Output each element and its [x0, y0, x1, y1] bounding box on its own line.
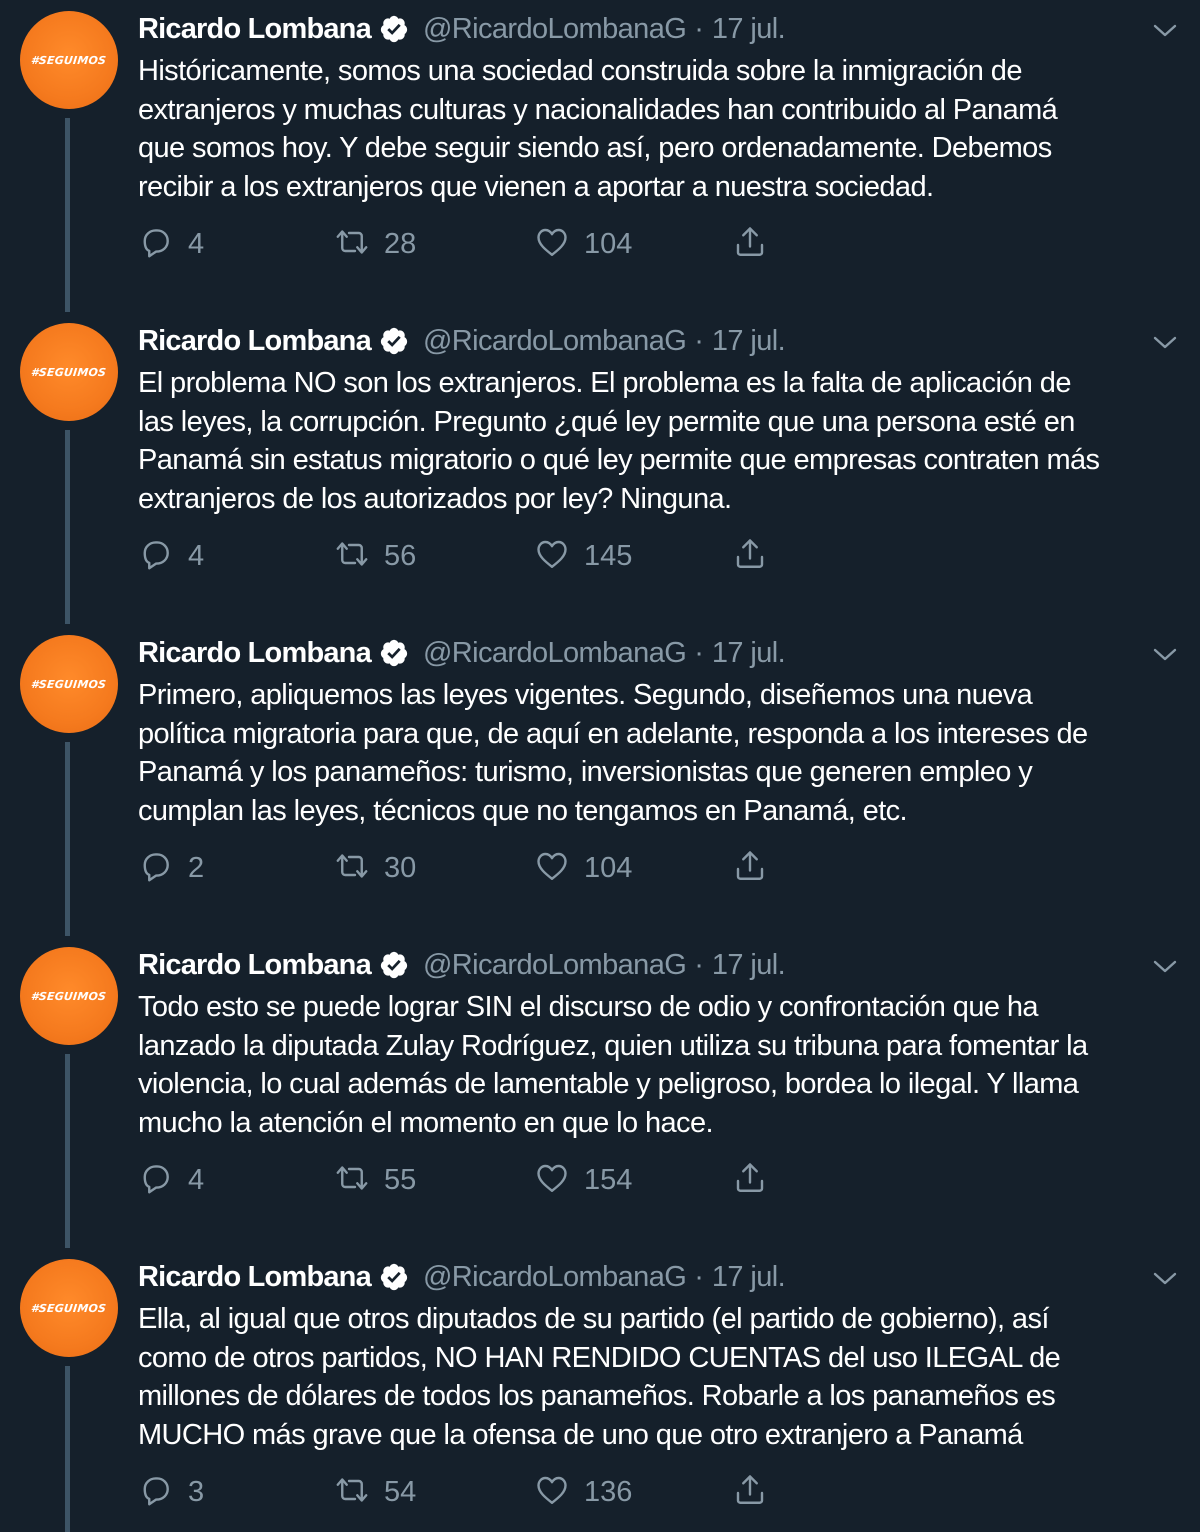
chevron-down-icon[interactable]: [1150, 1266, 1180, 1292]
tweet-text: El problema NO son los extranjeros. El problema es la falta de aplicación de las leyes, la corrupción. Pregunto ¿qué ley permite que una persona esté en Panamá sin estatus migratorio o qué ley permite que empresas contraten más extranjeros de los autorizados por ley? Ninguna.: [138, 367, 1100, 515]
share-icon: [732, 224, 768, 265]
verified-badge-icon: [379, 326, 409, 356]
reply-button[interactable]: [138, 534, 204, 578]
like-count: 104: [584, 851, 633, 884]
retweet-button[interactable]: [334, 846, 416, 890]
reply-icon: [138, 1472, 174, 1513]
retweet-button[interactable]: [334, 1158, 416, 1202]
dot-separator: ·: [694, 325, 704, 357]
reply-button[interactable]: [138, 222, 204, 266]
tweet-text: Históricamente, somos una sociedad construida sobre la inmigración de extranjeros y muchas culturas y nacionalidades han contribuido al Panamá que somos hoy. Y debe seguir siendo así, pero ordenadamente. Debemos recibir a los extranjeros que vienen a aportar a nuestra sociedad.: [138, 55, 1058, 203]
author-name[interactable]: Ricardo Lombana: [138, 13, 371, 45]
tweet-date[interactable]: 17 jul.: [711, 1261, 786, 1293]
heart-icon: [534, 1472, 570, 1513]
verified-badge-icon: [379, 950, 409, 980]
avatar-hashtag: #SEGUIMOS: [30, 365, 108, 379]
tweet-header: [138, 10, 785, 48]
reply-button[interactable]: [138, 1470, 204, 1514]
tweet[interactable]: [0, 312, 1200, 624]
like-count: 104: [584, 227, 633, 260]
reply-count: 3: [188, 1475, 205, 1508]
verified-badge-icon: [379, 638, 409, 668]
tweet-text: Primero, apliquemos las leyes vigentes. Segundo, diseñemos una nueva política migratoria para que, de aquí en adelante, responda a los intereses de Panamá y los panameños: turismo, inversionistas que generen empleo y cumplan las leyes, técnicos que no tengamos en Panamá, etc.: [138, 679, 1088, 827]
tweet[interactable]: [0, 936, 1200, 1248]
author-name[interactable]: Ricardo Lombana: [138, 949, 371, 981]
tweet-date[interactable]: 17 jul.: [711, 325, 786, 357]
like-count: 136: [584, 1475, 633, 1508]
avatar-hashtag: #SEGUIMOS: [30, 677, 108, 691]
reply-count: 2: [188, 851, 205, 884]
chevron-down-icon[interactable]: [1150, 18, 1180, 44]
chevron-down-icon[interactable]: [1150, 642, 1180, 668]
author-handle[interactable]: @RicardoLombanaG: [422, 637, 687, 669]
retweet-count: 28: [384, 227, 417, 260]
tweet-date[interactable]: 17 jul.: [711, 13, 786, 45]
like-button[interactable]: [534, 534, 632, 578]
share-button[interactable]: [732, 1470, 768, 1514]
author-handle[interactable]: @RicardoLombanaG: [422, 1261, 687, 1293]
tweet-header: [138, 946, 785, 984]
tweet-text: Todo esto se puede lograr SIN el discurso de odio y confrontación que ha lanzado la diputada Zulay Rodríguez, quien utiliza su tribuna para fomentar la violencia, lo cual además de lamentable y peligroso, bordea lo ilegal. Y llama mucho la atención el momento en que lo hace.: [138, 991, 1088, 1139]
retweet-icon: [334, 1472, 370, 1513]
retweet-icon: [334, 1160, 370, 1201]
author-name[interactable]: Ricardo Lombana: [138, 325, 371, 357]
reply-icon: [138, 536, 174, 577]
dot-separator: ·: [694, 949, 704, 981]
dot-separator: ·: [694, 1261, 704, 1293]
heart-icon: [534, 1160, 570, 1201]
retweet-button[interactable]: [334, 534, 416, 578]
dot-separator: ·: [694, 637, 704, 669]
chevron-down-icon[interactable]: [1150, 954, 1180, 980]
reply-count: 4: [188, 539, 205, 572]
tweet-actions: [138, 1470, 798, 1514]
tweet[interactable]: [0, 1248, 1200, 1532]
retweet-count: 56: [384, 539, 417, 572]
author-name[interactable]: Ricardo Lombana: [138, 637, 371, 669]
author-handle[interactable]: @RicardoLombanaG: [422, 949, 687, 981]
retweet-button[interactable]: [334, 222, 416, 266]
share-button[interactable]: [732, 222, 768, 266]
avatar[interactable]: [20, 1259, 118, 1357]
like-count: 145: [584, 539, 633, 572]
heart-icon: [534, 224, 570, 265]
tweet-actions: [138, 222, 798, 266]
verified-badge-icon: [379, 1262, 409, 1292]
tweet-date[interactable]: 17 jul.: [711, 637, 786, 669]
reply-button[interactable]: [138, 1158, 204, 1202]
reply-button[interactable]: [138, 846, 204, 890]
share-button[interactable]: [732, 534, 768, 578]
heart-icon: [534, 848, 570, 889]
heart-icon: [534, 536, 570, 577]
reply-count: 4: [188, 227, 205, 260]
avatar[interactable]: [20, 11, 118, 109]
avatar[interactable]: [20, 323, 118, 421]
avatar[interactable]: [20, 635, 118, 733]
tweet[interactable]: [0, 0, 1200, 312]
avatar-hashtag: #SEGUIMOS: [30, 989, 108, 1003]
retweet-icon: [334, 536, 370, 577]
tweet-actions: [138, 534, 798, 578]
tweet-actions: [138, 846, 798, 890]
verified-badge-icon: [379, 14, 409, 44]
tweet-header: [138, 322, 785, 360]
retweet-count: 30: [384, 851, 417, 884]
author-handle[interactable]: @RicardoLombanaG: [422, 13, 687, 45]
reply-icon: [138, 848, 174, 889]
tweet-header: [138, 1258, 785, 1296]
tweet-actions: [138, 1158, 798, 1202]
thread-connector-line: [65, 430, 70, 624]
share-icon: [732, 848, 768, 889]
share-button[interactable]: [732, 1158, 768, 1202]
like-button[interactable]: [534, 1470, 632, 1514]
avatar[interactable]: [20, 947, 118, 1045]
author-handle[interactable]: @RicardoLombanaG: [422, 325, 687, 357]
share-icon: [732, 1472, 768, 1513]
dot-separator: ·: [694, 13, 704, 45]
avatar-hashtag: #SEGUIMOS: [30, 53, 108, 67]
retweet-count: 55: [384, 1163, 417, 1196]
chevron-down-icon[interactable]: [1150, 330, 1180, 356]
like-button[interactable]: [534, 846, 632, 890]
like-count: 154: [584, 1163, 633, 1196]
tweet[interactable]: [0, 624, 1200, 936]
retweet-icon: [334, 848, 370, 889]
share-button[interactable]: [732, 846, 768, 890]
share-icon: [732, 1160, 768, 1201]
avatar-hashtag: #SEGUIMOS: [30, 1301, 108, 1315]
tweet-text: Ella, al igual que otros diputados de su partido (el partido de gobierno), así como de otros partidos, NO HAN RENDIDO CUENTAS del uso ILEGAL de millones de dólares de todos los panameños. Robarle a los panameños es MUCHO más grave que la ofensa de uno que otro extranjero a Panamá: [138, 1303, 1061, 1451]
reply-count: 4: [188, 1163, 205, 1196]
reply-icon: [138, 1160, 174, 1201]
retweet-icon: [334, 224, 370, 265]
tweet-date[interactable]: 17 jul.: [711, 949, 786, 981]
like-button[interactable]: [534, 222, 632, 266]
thread-connector-line: [65, 742, 70, 936]
thread-connector-line: [65, 1054, 70, 1248]
share-icon: [732, 536, 768, 577]
like-button[interactable]: [534, 1158, 632, 1202]
tweet-header: [138, 634, 785, 672]
retweet-count: 54: [384, 1475, 417, 1508]
thread-connector-line: [65, 1366, 70, 1532]
reply-icon: [138, 224, 174, 265]
thread-connector-line: [65, 118, 70, 312]
retweet-button[interactable]: [334, 1470, 416, 1514]
author-name[interactable]: Ricardo Lombana: [138, 1261, 371, 1293]
